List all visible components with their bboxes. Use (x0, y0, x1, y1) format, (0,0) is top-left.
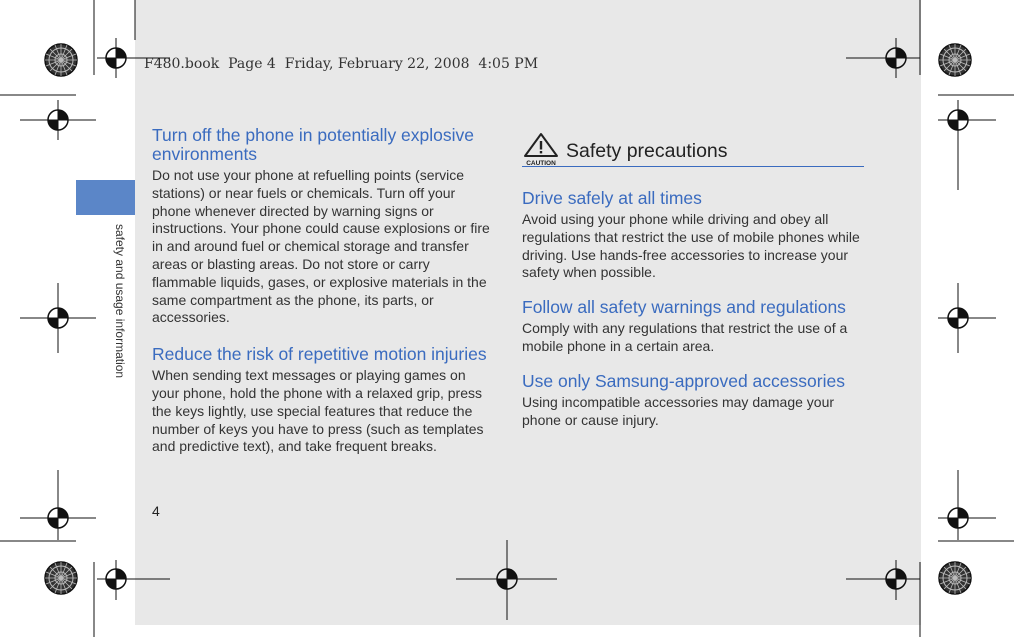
color-wheel-mark (45, 562, 77, 594)
safety-precautions-title: Safety precautions (566, 140, 728, 162)
registration-mark (48, 110, 68, 130)
section-heading: Drive safely at all times (522, 188, 702, 208)
section-drive-safely (522, 189, 864, 282)
registration-mark (497, 569, 517, 589)
print-header: F480.book Page 4 Friday, February 22, 2008 4:05 PM (144, 56, 539, 72)
section-body: Avoid using your phone while driving and obey all regulations that restrict the use of mobile phones while driving. Use hands-free accessories to increase your safety when possible. (522, 211, 860, 281)
registration-mark (106, 48, 126, 68)
section-body: When sending text messages or playing games on your phone, hold the phone with a relaxed grip, press the keys lightly, use special features that reduce the number of keys you have to press (such as templates and predictive text), and take frequent breaks. (152, 367, 484, 455)
color-wheel-mark (939, 44, 971, 76)
page-number: 4 (152, 503, 160, 519)
section-safety-warnings (522, 298, 864, 356)
section-heading: Turn off the phone in potentially explosive environments (152, 125, 475, 164)
registration-mark (886, 48, 906, 68)
section-heading: Follow all safety warnings and regulations (522, 297, 846, 318)
section-explosive-environments (152, 126, 492, 327)
right-column (522, 130, 864, 445)
registration-mark (886, 569, 906, 589)
registration-mark (948, 110, 968, 130)
section-heading: Use only Samsung-approved accessories (522, 370, 845, 391)
section-heading: Reduce the risk of repetitive motion injuries (152, 344, 487, 365)
section-body: Do not use your phone at refuelling points (service stations) or near fuels or chemicals. Turn off your phone whenever directed by warning signs or instructions. Your phone could cause explosions or fire in and around fuel or chemical storage and transfer areas or blasting areas. Do not store or carry flammable liquids, gases, or explosive materials in the same compartment as the phone, its parts, or accessories. (152, 167, 490, 326)
registration-mark (106, 569, 126, 589)
caution-label: CAUTION (526, 160, 556, 166)
section-tab-label: safety and usage information (113, 224, 127, 379)
section-body: Comply with any regulations that restrict the use of a mobile phone in a certain area. (522, 320, 848, 354)
caution-icon (522, 132, 560, 166)
registration-mark (948, 508, 968, 528)
color-wheel-mark (939, 562, 971, 594)
registration-mark (948, 308, 968, 328)
registration-mark (48, 508, 68, 528)
section-body: Using incompatible accessories may damage your phone or cause injury. (522, 393, 835, 428)
safety-precautions-header (522, 130, 864, 167)
color-wheel-mark (45, 44, 77, 76)
section-repetitive-motion (152, 345, 492, 456)
section-approved-accessories (522, 372, 864, 430)
registration-mark (48, 308, 68, 328)
left-column (152, 126, 492, 474)
